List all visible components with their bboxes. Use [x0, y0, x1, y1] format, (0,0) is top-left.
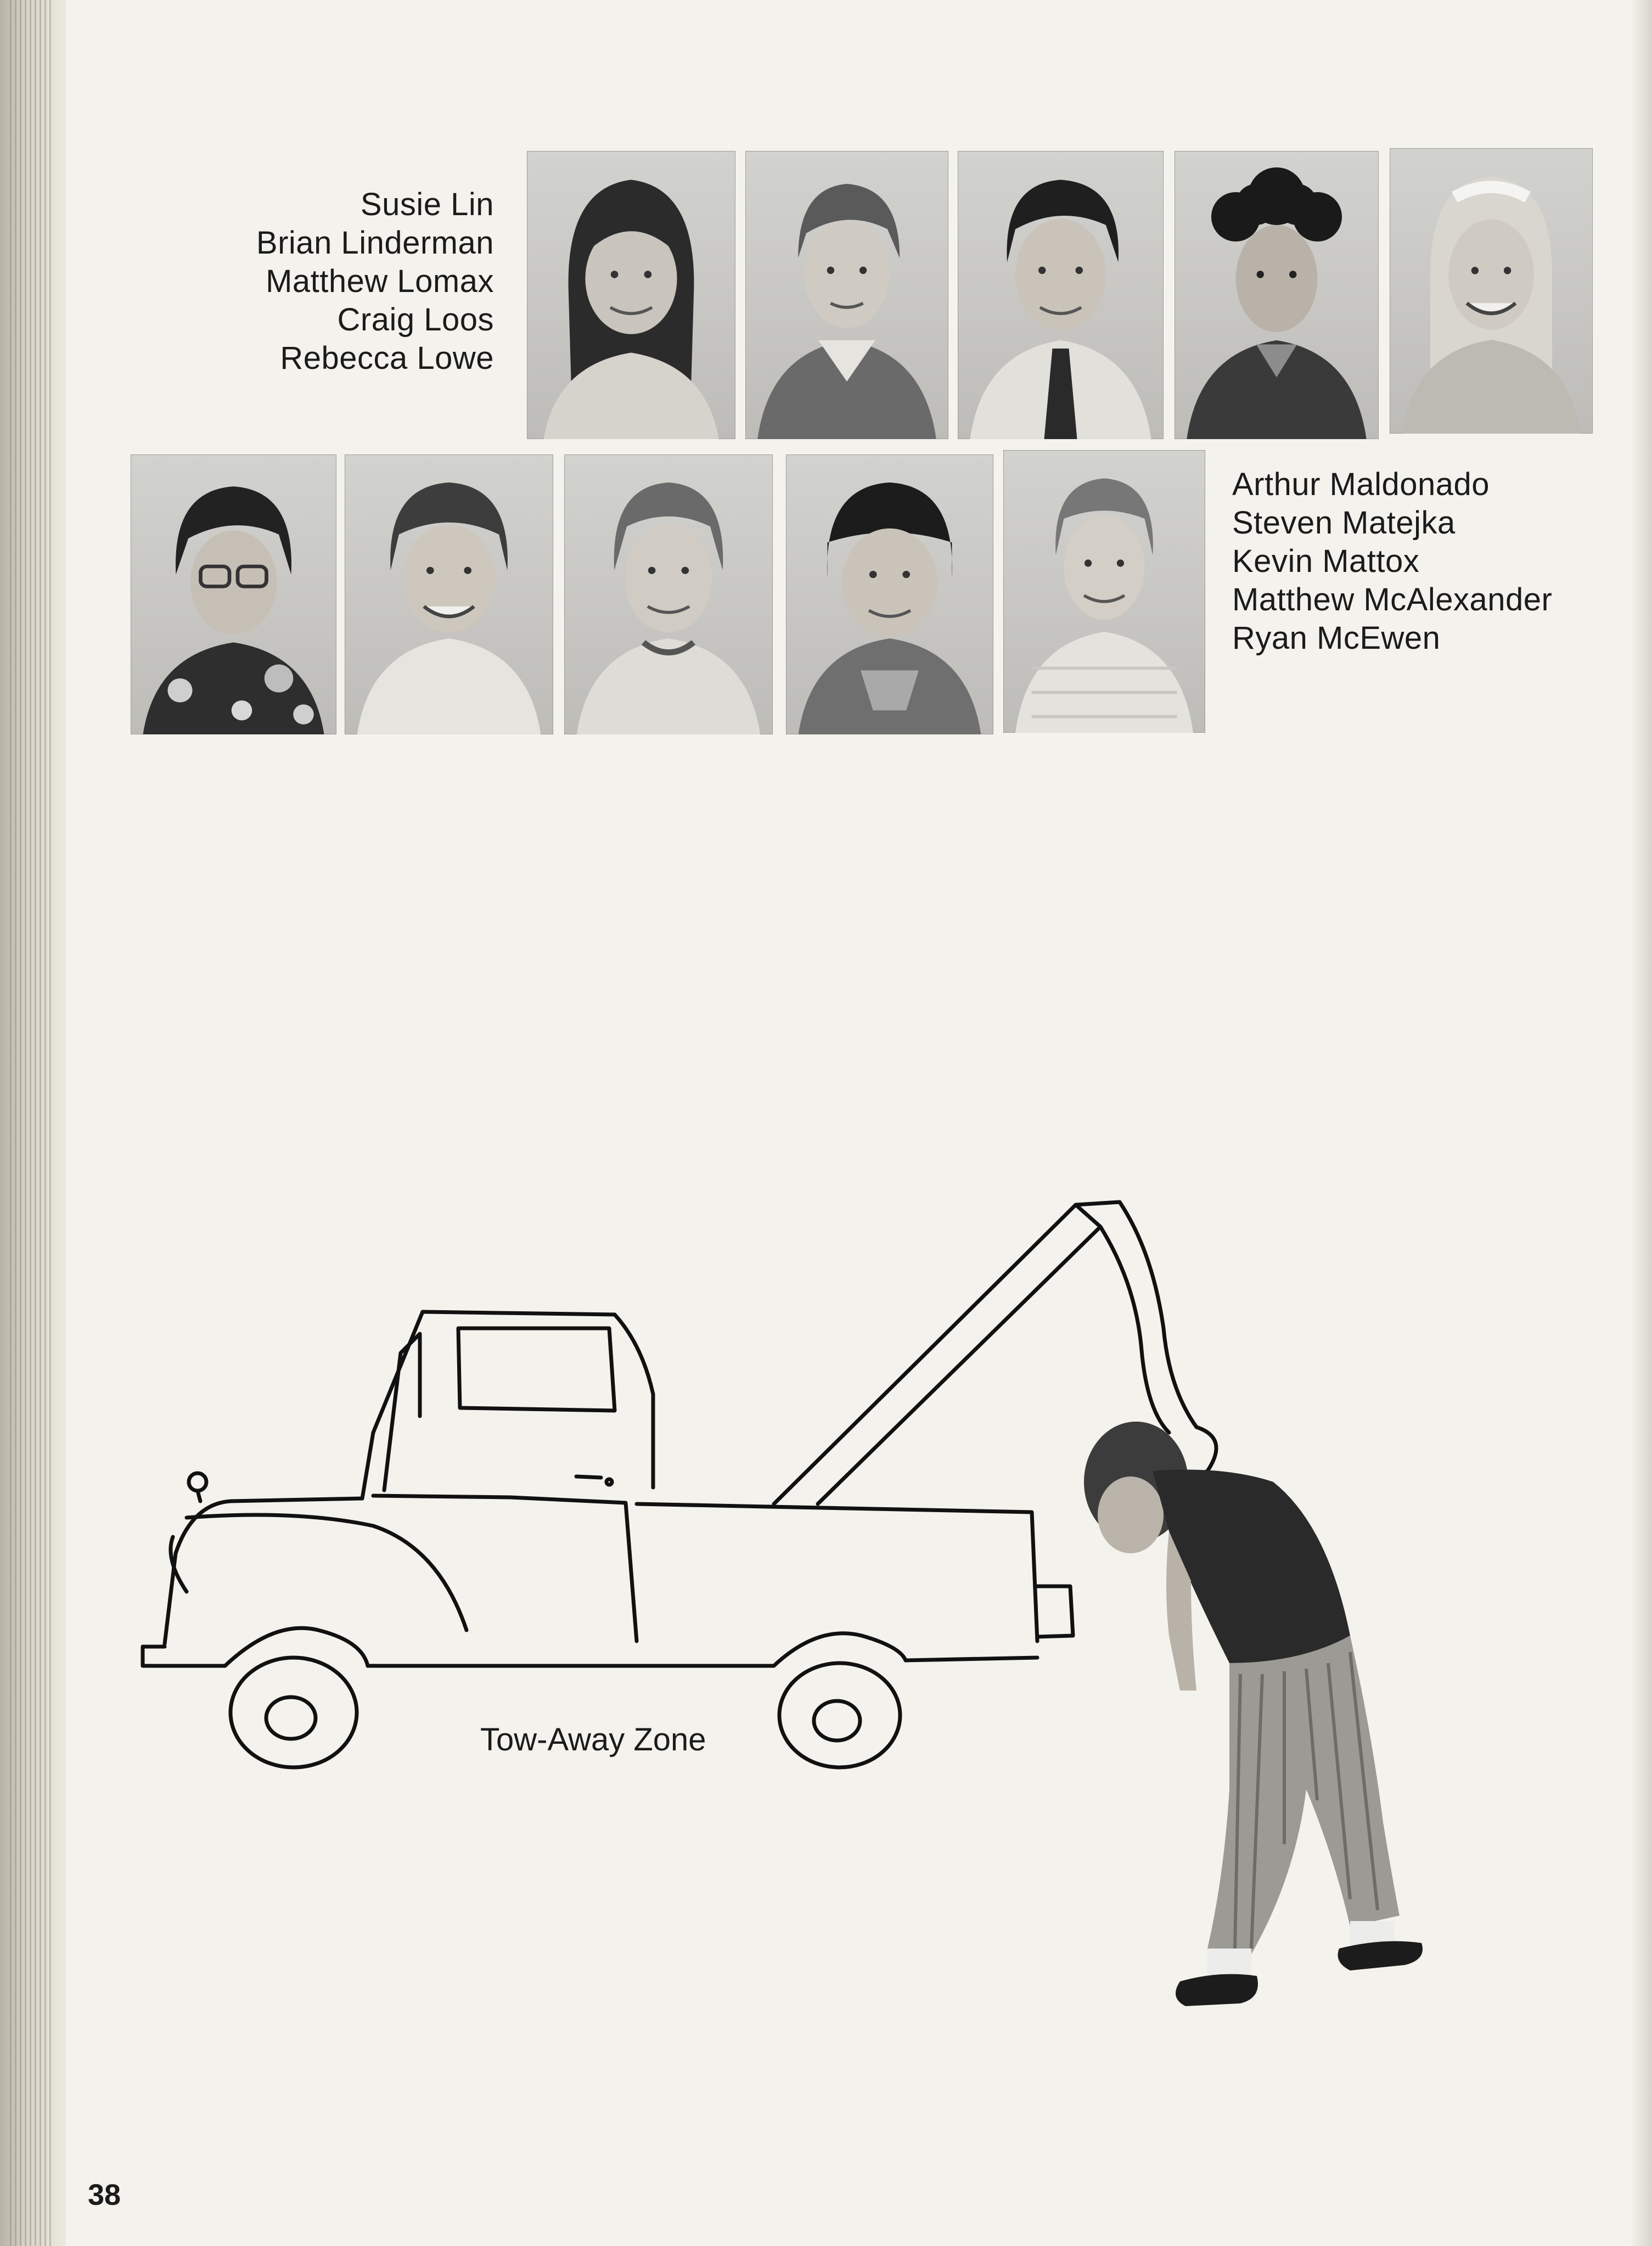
student-names-top	[256, 186, 494, 378]
page-stack-edge	[10, 0, 54, 2246]
student-name: Matthew Lomax	[266, 263, 494, 299]
student-name: Steven Matejka	[1232, 505, 1456, 541]
page-number: 38	[88, 2178, 121, 2211]
student-names-bottom	[1232, 465, 1552, 658]
student-name: Brian Linderman	[256, 225, 494, 261]
portrait-kevin-mattox	[564, 454, 773, 734]
portrait-arthur-maldonado	[131, 454, 336, 734]
person-photo-cutout	[1043, 1405, 1460, 2097]
portrait-brian-linderman	[745, 151, 948, 439]
student-name: Ryan McEwen	[1232, 620, 1441, 656]
student-name: Craig Loos	[337, 302, 494, 338]
caption-tow-away-zone: Tow-Away Zone	[480, 1722, 706, 1758]
student-name: Kevin Mattox	[1232, 543, 1420, 579]
portrait-susie-lin	[527, 151, 735, 439]
student-name: Susie Lin	[360, 187, 494, 222]
student-name: Arthur Maldonado	[1232, 467, 1490, 502]
student-name: Rebecca Lowe	[280, 340, 494, 376]
portrait-matthew-lomax	[958, 151, 1164, 439]
portrait-matthew-mcalexander	[786, 454, 993, 734]
portrait-rebecca-lowe	[1390, 148, 1593, 434]
page-right-edge	[1630, 0, 1652, 2246]
portrait-craig-loos	[1175, 151, 1379, 439]
student-name: Matthew McAlexander	[1232, 582, 1553, 617]
portrait-steven-matejka	[345, 454, 553, 734]
portrait-ryan-mcewen	[1003, 450, 1205, 733]
